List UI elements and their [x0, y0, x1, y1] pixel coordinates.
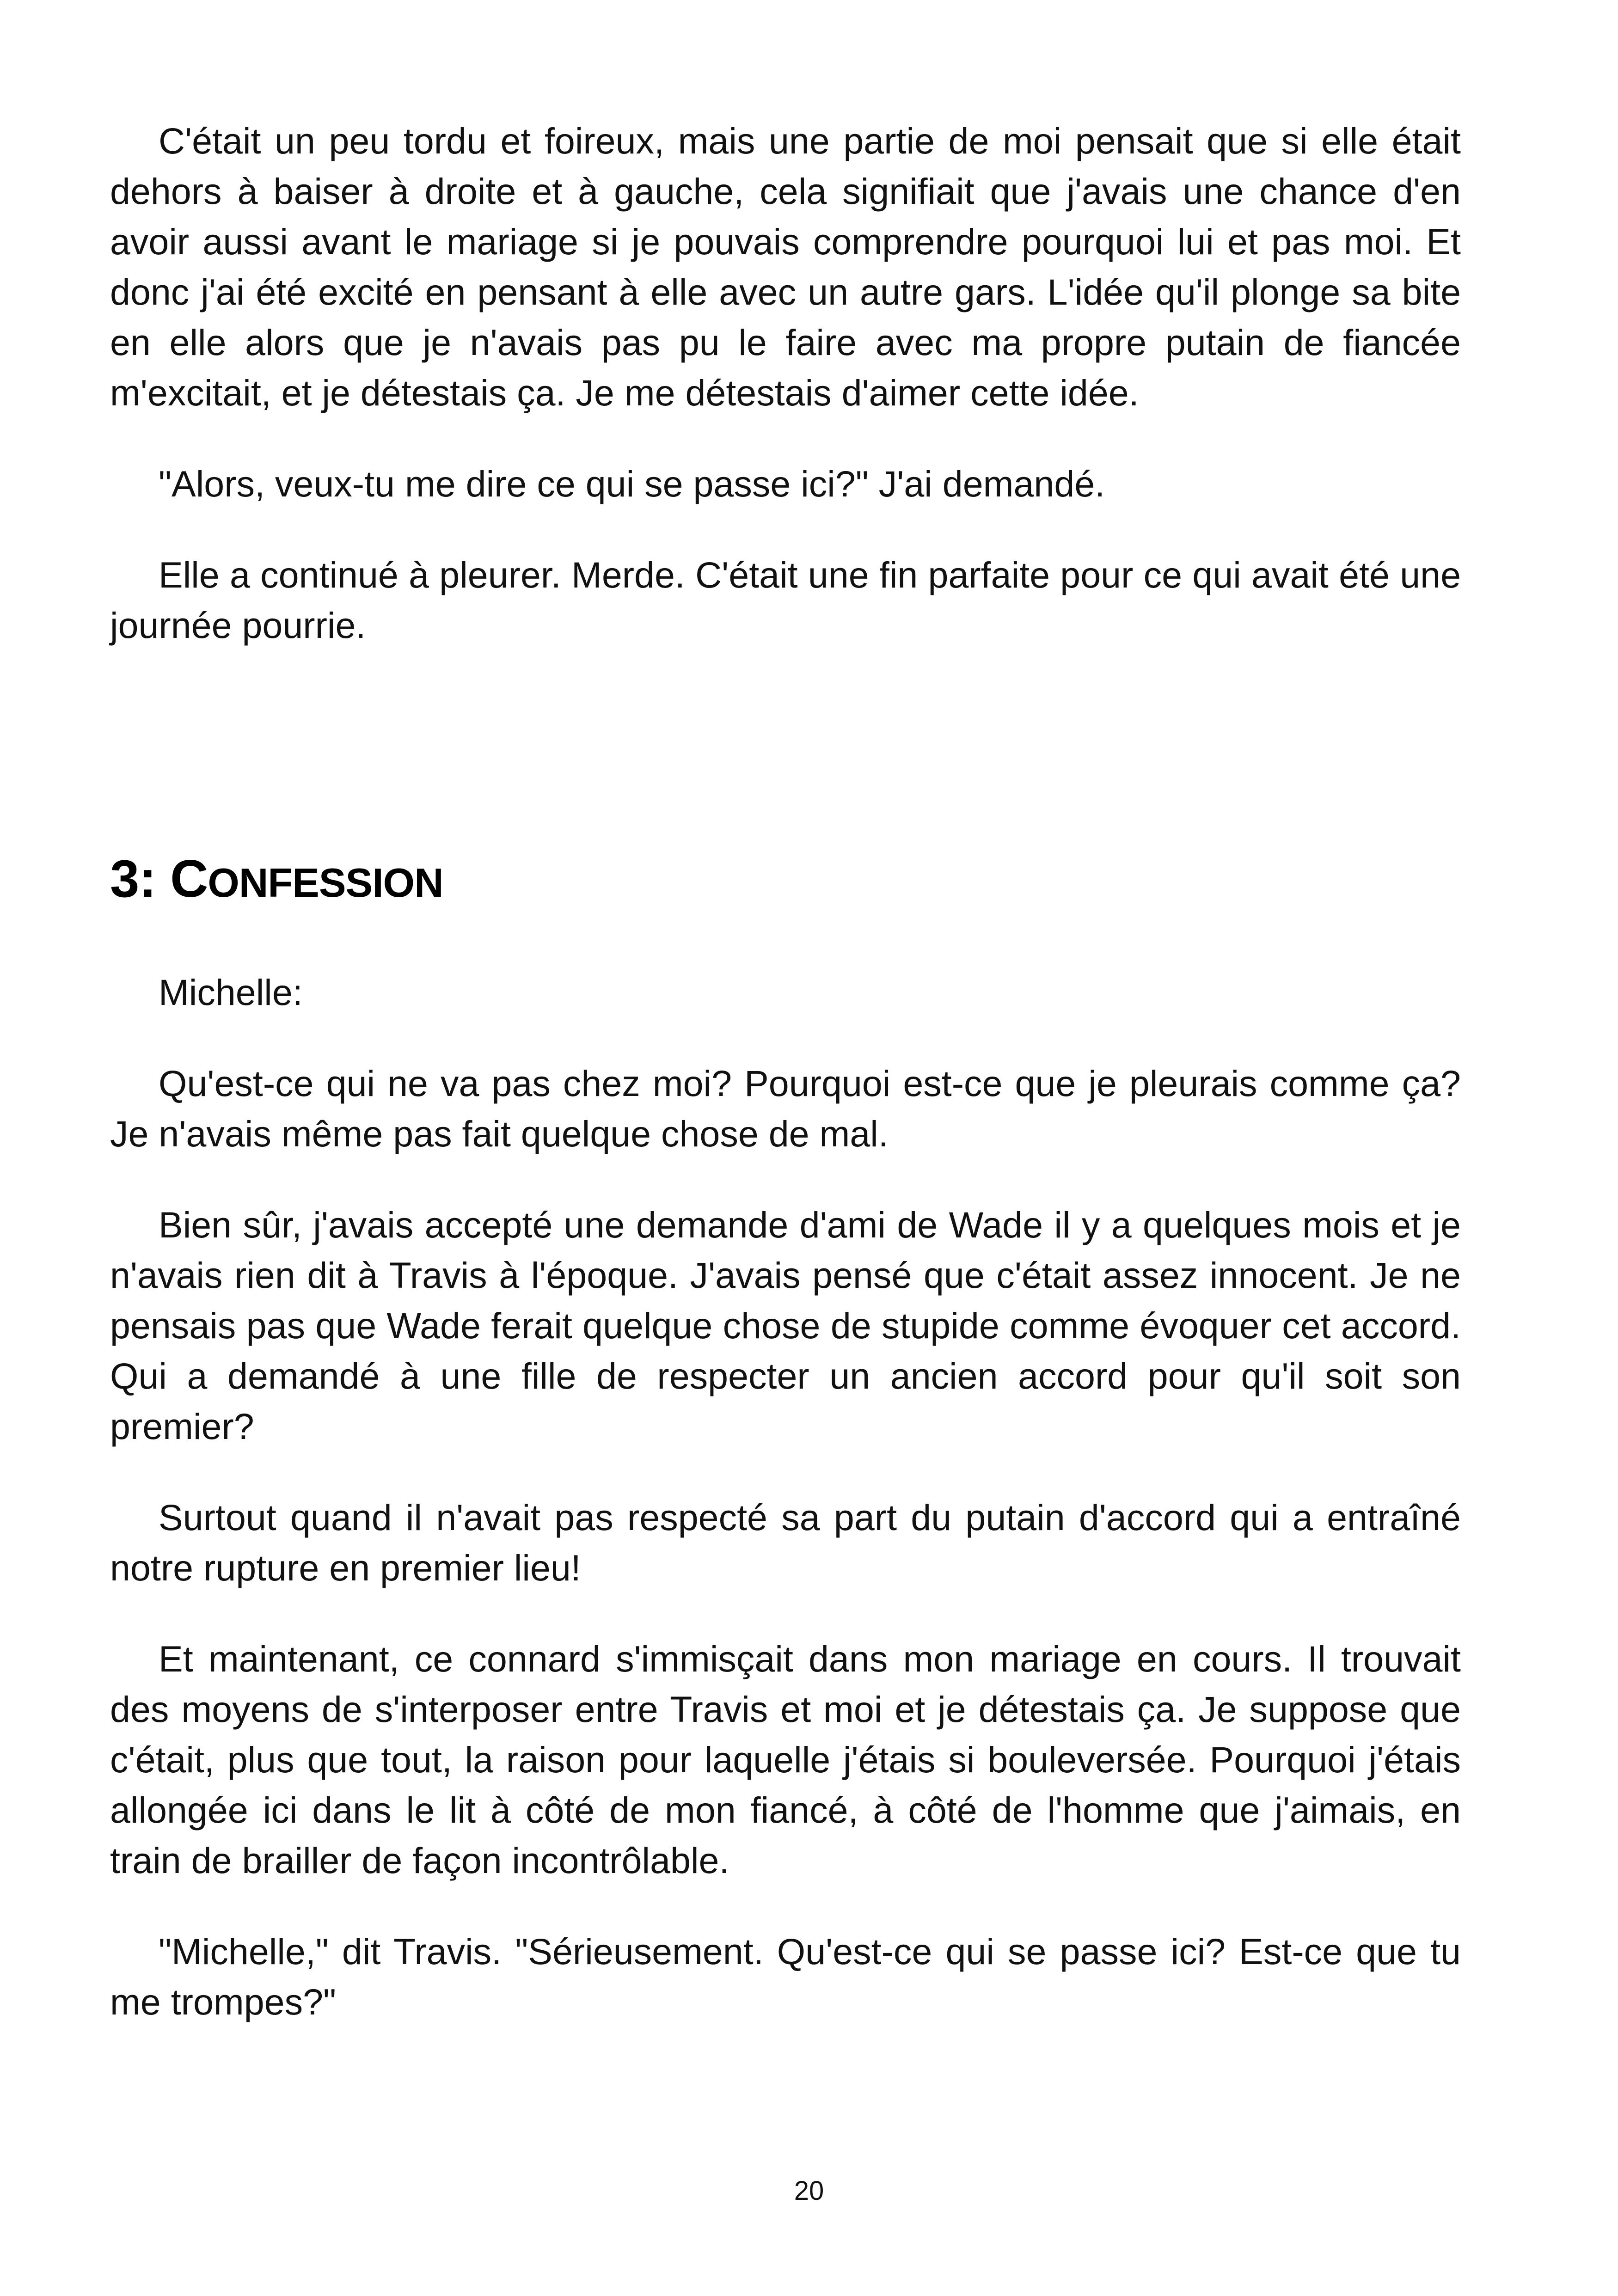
top-text-block [110, 116, 1461, 650]
paragraph: "Michelle," dit Travis. "Sérieusement. Qu'est-ce qui se passe ici? Est-ce que tu me trompes?" [110, 1931, 1461, 2022]
chapter-title-initial: C [170, 850, 208, 908]
chapter-title [110, 847, 443, 915]
page-number: 20 [794, 2176, 824, 2206]
paragraph: Bien sûr, j'avais accepté une demande d'ami de Wade il y a quelques mois et je n'avais rien dit à Travis à l'époque. J'avais pensé que c'était assez innocent. Je ne pensais pas que Wade ferait quelque chose de stupide comme évoquer cet accord. Qui a demandé à une fille de respecter un ancien accord pour qu'il soit son premier? [110, 1204, 1461, 1447]
chapter-title-rest: ONFESSION [208, 860, 443, 906]
bottom-text-block [110, 967, 1461, 2027]
paragraph: Surtout quand il n'avait pas respecté sa part du putain d'accord qui a entraîné notre rupture en premier lieu! [110, 1497, 1461, 1588]
paragraph: "Alors, veux-tu me dire ce qui se passe ici?" J'ai demandé. [159, 463, 1105, 504]
paragraph: Et maintenant, ce connard s'immisçait dans mon mariage en cours. Il trouvait des moyens de s'interposer entre Travis et moi et je détestais ça. Je suppose que c'était, plus que tout, la raison pour laquelle j'étais si bouleversée. Pourquoi j'étais allongée ici dans le lit à côté de mon fiancé, à côté de l'homme que j'aimais, en train de brailler de façon incontrôlable. [110, 1638, 1461, 1881]
paragraph: Michelle: [159, 972, 303, 1013]
chapter-number: 3: [110, 850, 156, 908]
paragraph: Elle a continué à pleurer. Merde. C'était une fin parfaite pour ce qui avait été une journée pourrie. [110, 554, 1461, 646]
paragraph: Qu'est-ce qui ne va pas chez moi? Pourquoi est-ce que je pleurais comme ça? Je n'avais même pas fait quelque chose de mal. [110, 1063, 1461, 1154]
paragraph: C'était un peu tordu et foireux, mais une partie de moi pensait que si elle était dehors à baiser à droite et à gauche, cela signifiait que j'avais une chance d'en avoir aussi avant le mariage si je pouvais comprendre pourquoi lui et pas moi. Et donc j'ai été excité en pensant à elle avec un autre gars. L'idée qu'il plonge sa bite en elle alors que je n'avais pas pu le faire avec ma propre putain de fiancée m'excitait, et je détestais ça. Je me détestais d'aimer cette idée. [110, 120, 1461, 413]
